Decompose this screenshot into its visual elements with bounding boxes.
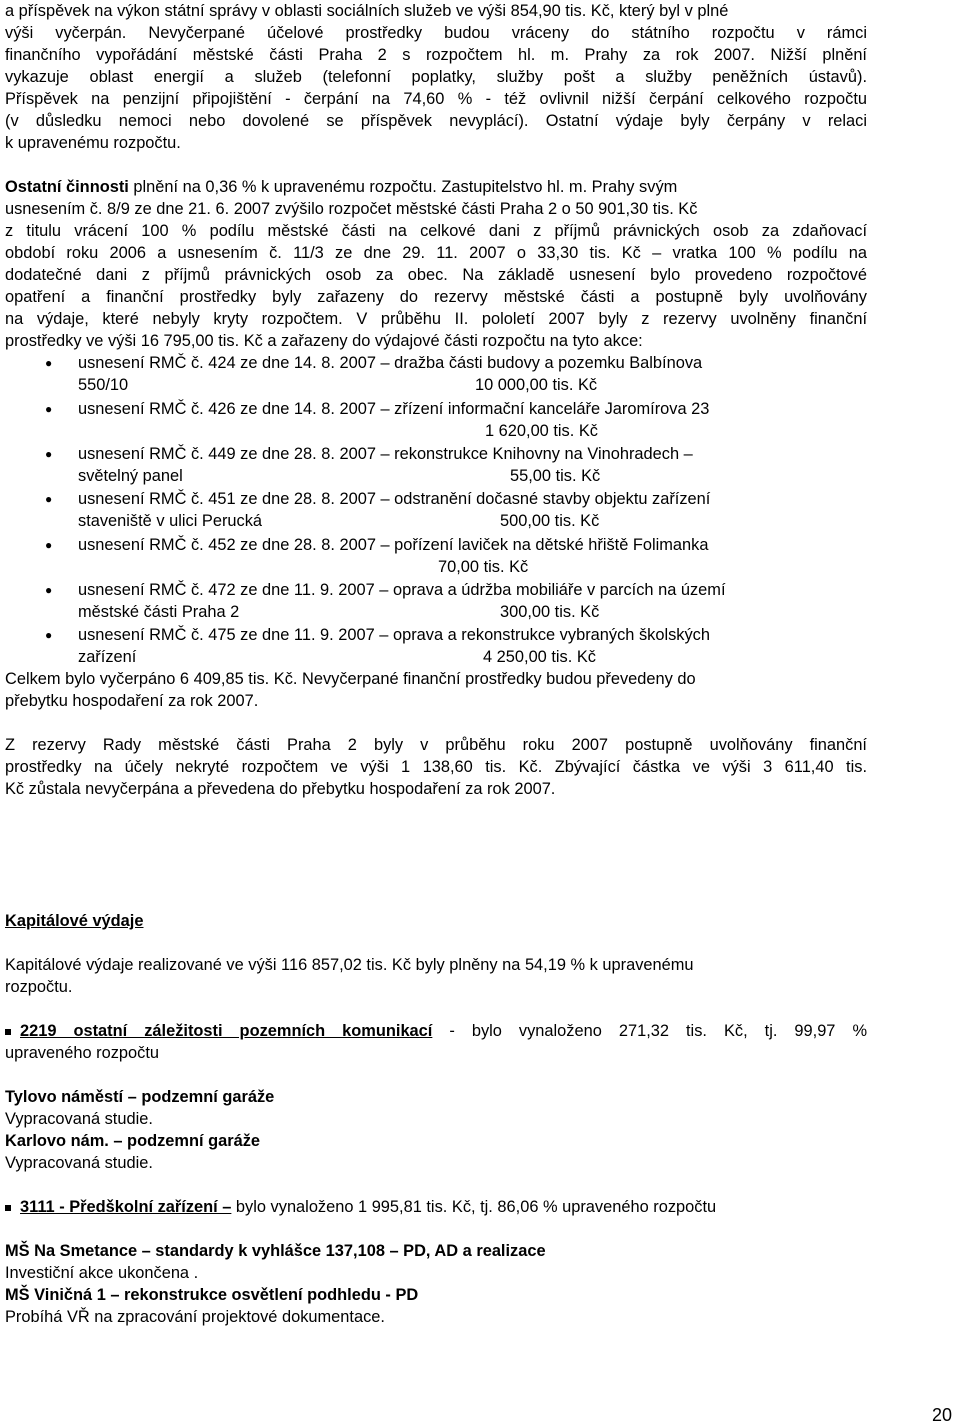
- bullet-icon: ●: [45, 492, 53, 506]
- ostatni-line-7: na výdaje, které nebyly kryty rozpočtem. V průběhu II. pololetí 2007 byly z rezervy uvolněny finanční: [5, 310, 867, 328]
- list-item-text-2: zařízení: [78, 648, 137, 666]
- ms-vinicna-text: Probíhá VŘ na zpracování projektové dokumentace.: [5, 1308, 385, 1326]
- ostatni-line-6: opatření a finanční prostředky byly zařazeny do rezervy městské části a postupně byly uvolňovány: [5, 288, 867, 306]
- bullet-icon: ●: [45, 356, 53, 370]
- bullet-icon: ●: [45, 447, 53, 461]
- list-item-text-2: světelný panel: [78, 467, 183, 485]
- list-item-text: usnesení RMČ č. 424 ze dne 14. 8. 2007 – dražba části budovy a pozemku Balbínova: [78, 354, 703, 372]
- rezerva-line-1: Z rezervy Rady městské části Praha 2 byly v průběhu roku 2007 postupně uvolňovány finanční: [5, 736, 867, 754]
- bullet-icon: ●: [45, 538, 53, 552]
- list-item-amount: 4 250,00 tis. Kč: [483, 648, 596, 666]
- karlovo-text: Vypracovaná studie.: [5, 1154, 153, 1172]
- sec3111-title: 3111 - Předškolní zařízení –: [20, 1198, 232, 1216]
- list-item-amount: 10 000,00 tis. Kč: [475, 376, 598, 394]
- ostatni-line-1: [5, 176, 677, 198]
- tylovo-title: Tylovo náměstí – podzemní garáže: [5, 1088, 275, 1106]
- ostatni-line-4: období roku 2006 a usnesením č. 11/3 ze dne 29. 11. 2007 o 33,30 tis. Kč – vratka 100 % podílu na: [5, 244, 867, 262]
- list-item-text: usnesení RMČ č. 475 ze dne 11. 9. 2007 – oprava a rekonstrukce vybraných školských: [78, 626, 710, 644]
- list-item-amount: 300,00 tis. Kč: [500, 603, 600, 621]
- kapitalove-line-1: Kapitálové výdaje realizované ve výši 116 857,02 tis. Kč byly plněny na 54,19 % k upravenému: [5, 956, 694, 974]
- ms-smetance-title: MŠ Na Smetance – standardy k vyhlášce 137,108 – PD, AD a realizace: [5, 1242, 546, 1260]
- bullet-icon: ●: [45, 628, 53, 642]
- rezerva-line-2: prostředky na účely nekryté rozpočtem ve výši 1 138,60 tis. Kč. Zbývající částka ve výši 3 611,40 tis.: [5, 758, 867, 776]
- intro-line-6: (v důsledku nemoci nebo dovolené se příspěvek nevyplácí). Ostatní výdaje byly čerpány v relaci: [5, 112, 867, 130]
- intro-line-4: vykazuje oblast energií a služeb (telefonní poplatky, služby pošt a služby peněžních ústavů).: [5, 68, 867, 86]
- square-bullet-icon: [5, 1029, 11, 1035]
- kapitalove-heading: Kapitálové výdaje: [5, 912, 144, 930]
- sec3111-line: [5, 1196, 716, 1218]
- ms-vinicna-title: MŠ Viničná 1 – rekonstrukce osvětlení podhledu - PD: [5, 1286, 419, 1304]
- list-item-text-2: městské části Praha 2: [78, 603, 240, 621]
- rezerva-line-3: Kč zůstala nevyčerpána a převedena do přebytku hospodaření za rok 2007.: [5, 780, 556, 798]
- bullet-icon: ●: [45, 583, 53, 597]
- list-item-text: usnesení RMČ č. 451 ze dne 28. 8. 2007 – odstranění dočasné stavby objektu zařízení: [78, 490, 711, 508]
- list-item-text: usnesení RMČ č. 449 ze dne 28. 8. 2007 – rekonstrukce Knihovny na Vinohradech –: [78, 445, 693, 463]
- sec2219-text: - bylo vynaloženo 271,32 tis. Kč, tj. 99,97 %: [432, 1022, 868, 1040]
- karlovo-title: Karlovo nám. – podzemní garáže: [5, 1132, 261, 1150]
- tylovo-text: Vypracovaná studie.: [5, 1110, 153, 1128]
- intro-line-5: Příspěvek na penzijní připojištění - čerpání na 74,60 % - též ovlivnil nižší čerpání celkového rozpočtu: [5, 90, 867, 108]
- ostatni-heading: Ostatní činnosti: [5, 178, 129, 196]
- celkem-line-2: přebytku hospodaření za rok 2007.: [5, 692, 259, 710]
- intro-line-7: k upravenému rozpočtu.: [5, 134, 181, 152]
- celkem-line-1: Celkem bylo vyčerpáno 6 409,85 tis. Kč. Nevyčerpané finanční prostředky budou převedeny do: [5, 670, 696, 688]
- list-item-amount: 55,00 tis. Kč: [510, 467, 601, 485]
- intro-line-1: a příspěvek na výkon státní správy v oblasti sociálních služeb ve výši 854,90 tis. Kč, který byl v plné: [5, 2, 729, 20]
- list-item-amount: 70,00 tis. Kč: [438, 558, 529, 576]
- page-number: 20: [932, 1405, 953, 1425]
- bullet-icon: ●: [45, 402, 53, 416]
- intro-line-2: výši vyčerpán. Nevyčerpané účelové prostředky budou vráceny do státního rozpočtu v rámci: [5, 24, 867, 42]
- list-item-amount: 500,00 tis. Kč: [500, 512, 600, 530]
- ostatni-line-5: dodatečné dani z příjmů právnických osob za obec. Na základě usnesení bylo provedeno rozpočtové: [5, 266, 867, 284]
- square-bullet-icon: [5, 1205, 11, 1211]
- sec2219-title: 2219 ostatní záležitosti pozemních komunikací: [20, 1022, 433, 1040]
- sec3111-text: bylo vynaloženo 1 995,81 tis. Kč, tj. 86,06 % upraveného rozpočtu: [231, 1198, 717, 1216]
- ostatni-line-3: z titulu vrácení 100 % podílu městské části na celkové dani z příjmů právnických osob za zdaňovací: [5, 222, 867, 240]
- list-item-text: usnesení RMČ č. 472 ze dne 11. 9. 2007 – oprava a údržba mobiliáře v parcích na území: [78, 581, 726, 599]
- sec2219-line-1: [5, 1020, 867, 1042]
- intro-line-3: finančního vypořádání městské části Praha 2 s rozpočtem hl. m. Prahy za rok 2007. Nižší plnění: [5, 46, 867, 64]
- sec2219-line-2: upraveného rozpočtu: [5, 1044, 159, 1062]
- kapitalove-line-2: rozpočtu.: [5, 978, 73, 996]
- list-item-text: usnesení RMČ č. 426 ze dne 14. 8. 2007 – zřízení informační kanceláře Jaromírova 23: [78, 400, 710, 418]
- ostatni-line-1-text: plnění na 0,36 % k upravenému rozpočtu. Zastupitelstvo hl. m. Prahy svým: [128, 178, 678, 196]
- list-item-text-2: 550/10: [78, 376, 129, 394]
- list-item-text: usnesení RMČ č. 452 ze dne 28. 8. 2007 – pořízení laviček na dětské hřiště Folimanka: [78, 536, 709, 554]
- list-item-amount: 1 620,00 tis. Kč: [485, 422, 598, 440]
- list-item-text-2: staveniště v ulici Perucká: [78, 512, 263, 530]
- ms-smetance-text: Investiční akce ukončena .: [5, 1264, 199, 1282]
- ostatni-line-8: prostředky ve výši 16 795,00 tis. Kč a zařazeny do výdajové části rozpočtu na tyto akce:: [5, 332, 643, 350]
- ostatni-line-2: usnesením č. 8/9 ze dne 21. 6. 2007 zvýšilo rozpočet městské části Praha 2 o 50 901,30 tis. Kč: [5, 200, 698, 218]
